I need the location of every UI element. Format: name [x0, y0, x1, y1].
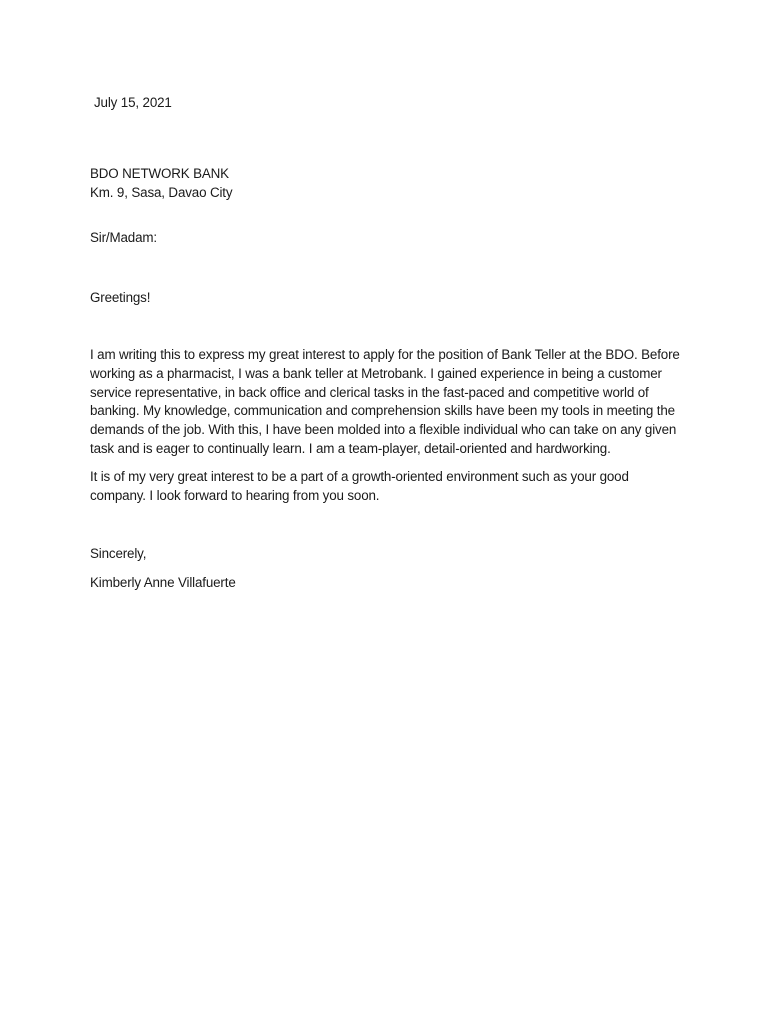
- signature-name: Kimberly Anne Villafuerte: [90, 575, 236, 590]
- salutation: Sir/Madam:: [90, 230, 157, 245]
- paragraph-line: company. I look forward to hearing from you soon.: [90, 487, 380, 503]
- body-paragraph-2: [90, 468, 680, 506]
- greeting: Greetings!: [90, 290, 151, 305]
- paragraph-line: task and is eager to continually learn. I am a team-player, detail-oriented and hardworking.: [90, 440, 611, 456]
- paragraph-line: service representative, in back office and clerical tasks in the fast-paced and competitive world of: [90, 384, 649, 400]
- recipient-address: Km. 9, Sasa, Davao City: [90, 184, 233, 200]
- paragraph-line: I am writing this to express my great interest to apply for the position of Bank Teller at the BDO. Before: [90, 347, 680, 362]
- closing: Sincerely,: [90, 546, 147, 561]
- letter-date: July 15, 2021: [94, 95, 172, 110]
- paragraph-line: banking. My knowledge, communication and comprehension skills have been my tools in meeting the: [90, 403, 675, 419]
- recipient-name: BDO NETWORK BANK: [90, 166, 229, 181]
- paragraph-line: working as a pharmacist, I was a bank teller at Metrobank. I gained experience in being a customer: [90, 365, 662, 381]
- paragraph-line: It is of my very great interest to be a part of a growth-oriented environment such as your good: [90, 469, 629, 484]
- body-paragraph-1: [90, 346, 680, 459]
- paragraph-line: demands of the job. With this, I have been molded into a flexible individual who can take on any given: [90, 422, 677, 438]
